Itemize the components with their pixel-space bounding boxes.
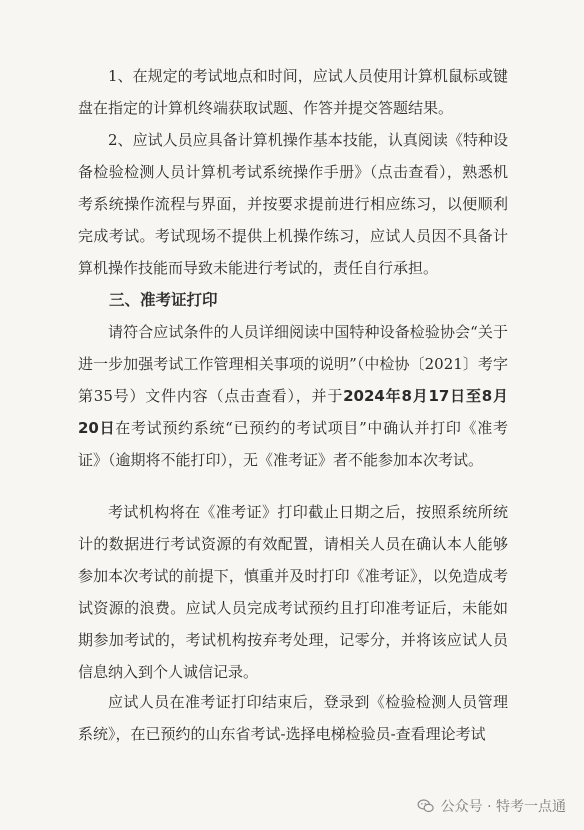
paragraph-3-text-b: 在考试预约系统“已预约的考试项目”中确认并打印《准考证》（逾期将不能打印），无《准考证》者不能参加本次考试。 — [78, 419, 508, 469]
paragraph-3 — [78, 316, 508, 476]
paragraph-2: 2、应试人员应具备计算机操作基本技能，认真阅读《特种设备检验检测人员计算机考试系统操作手册》（点击查看），熟悉机考系统操作流程与界面，并按要求提前进行相应练习，以便顺利完成考试。考试现场不提供上机操作练习，应试人员因不具备计算机操作技能而导致未能进行考试的，责任自行承担。 — [78, 131, 508, 277]
section-heading-3: 三、准考证打印 — [109, 291, 218, 309]
paragraph-4: 考试机构将在《准考证》打印截止日期之后，按照系统所统计的数据进行考试资源的有效配置，请相关人员在确认本人能够参加本次考试的前提下，慎重并及时打印《准考证》，以免造成考试资源的浪费。应试人员完成考试预约且打印准考证后，未能如期参加考试的，考试机构按弃考处理，记零分，并将该应试人员信息纳入到个人诚信记录。 — [78, 503, 508, 681]
watermark-label: 公众号 · 特考一点通 — [440, 799, 566, 815]
exam-print-dates: 2024年8月17日至8月20日 — [78, 387, 508, 437]
wechat-watermark — [417, 796, 566, 816]
paragraph-5: 应试人员在准考证打印结束后，登录到《检验检测人员管理系统》，在已预约的山东省考试-选择电梯检验员-查看理论考试 — [78, 693, 508, 743]
wechat-icon — [417, 797, 435, 815]
paragraph-3-text-a: 请符合应试条件的人员详细阅读中国特种设备检验协会“关于进一步加强考试工作管理相关事项的说明”（中检协〔2021〕考字第35号）文件内容（点击查看），并于 — [78, 323, 508, 405]
paragraph-1: 1、在规定的考试地点和时间，应试人员使用计算机鼠标或键盘在指定的计算机终端获取试题、作答并提交答题结果。 — [78, 67, 508, 117]
